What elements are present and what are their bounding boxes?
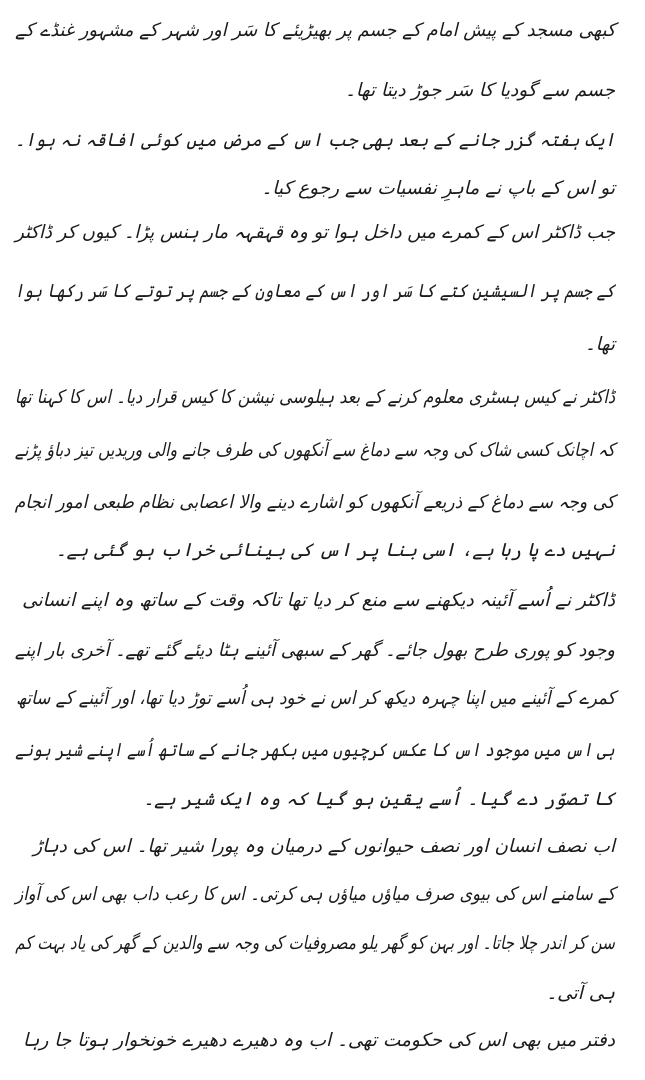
paragraph-5-line-2: وجود کو پوری طرح بھول جائے۔ گھر کے سبھی آئینے ہٹا دیئے گئے تھے۔ آخری بار اپنے	[15, 640, 615, 661]
paragraph-6-line-3: سن کر اندر چلا جاتا۔ اور بہن کو گھر یلو مصروفیات کی وجہ سے والدین کے گھر کی یاد بہت کم	[15, 933, 615, 954]
paragraph-1-line-2: جسم سے گودیا کا سَر جوڑ دیتا تھا۔	[345, 80, 615, 101]
paragraph-2-line-1: ایک ہفتہ گزر جانے کے بعد بھی جب اس کے مرض میں کوئی افاقہ نہ ہوا۔	[15, 130, 615, 151]
paragraph-5-line-4: ہی اس میں موجود اس کا عکس کرچیوں میں بکھر جانے کے ساتھ اُسے اپنے شیر ہونے	[15, 740, 615, 761]
paragraph-5-line-3: کمرے کے آئینے میں اپنا چہرہ دیکھ کر اس نے خود ہی اُسے توڑ دیا تھا، اور آئینے کے ساتھ	[15, 688, 615, 709]
paragraph-4-line-4: نہیں دے پا رہا ہے، اسی بنا پر اس کی بینائی خراب ہو گئی ہے۔	[55, 540, 615, 561]
paragraph-4-line-3: کی وجہ سے دماغ کے ذریعے آنکھوں کو اشارے دینے والا اعصابی نظام طبعی امور انجام	[14, 492, 615, 513]
paragraph-2-line-2: تو اس کے باپ نے ماہرِ نفسیات سے رجوع کیا۔	[261, 178, 615, 199]
paragraph-3-line-3: تھا۔	[584, 334, 615, 355]
paragraph-3-line-2: کے جسم پر السیشین کتے کا سَر اور اس کے معاون کے جسم پر توتے کا سَر رکھا ہوا	[14, 281, 615, 302]
paragraph-5-line-1: ڈاکٹر نے اُسے آئینہ دیکھنے سے منع کر دیا تھا تاکہ وقت کے ساتھ وہ اپنے انسانی	[22, 590, 615, 611]
paragraph-4-line-1: ڈاکٹر نے کیس ہسٹری معلوم کرنے کے بعد ہیلوسی نیشن کا کیس قرار دیا۔ اس کا کہنا تھا	[14, 387, 615, 408]
paragraph-7-line-1: دفتر میں بھی اس کی حکومت تھی۔ اب وہ دھیرے دھیرے خونخوار ہوتا جا رہا	[23, 1030, 615, 1051]
paragraph-3-line-1: جب ڈاکٹر اس کے کمرے میں داخل ہوا تو وہ قہقہہ مار ہنس پڑا۔ کیوں کر ڈاکٹر	[15, 222, 615, 243]
paragraph-6-line-1: اب نصف انسان اور نصف حیوانوں کے درمیان وہ پورا شیر تھا۔ اس کی دہاڑ	[33, 836, 615, 857]
paragraph-5-line-5: کا تصوّر دے گیا۔ اُسے یقین ہو گیا کہ وہ ایک شیر ہے۔	[143, 789, 615, 810]
paragraph-6-line-2: کے سامنے اس کی بیوی صرف میاؤں میاؤں ہی کرتی۔ اس کا رعب داب بھی اس کی آواز	[15, 884, 615, 905]
paragraph-4-line-2: کہ اچانک کسی شاک کی وجہ سے دماغ سے آنکھوں کی طرف جانے والی وریدیں تیز دباؤ پڑنے	[15, 440, 615, 461]
paragraph-6-line-4: ہی آتی۔	[546, 983, 615, 1004]
paragraph-1-line-1: کبھی مسجد کے پیش امام کے جسم پر بھیڑیئے کا سَر اور شہر کے مشہور غنڈے کے	[14, 20, 615, 41]
